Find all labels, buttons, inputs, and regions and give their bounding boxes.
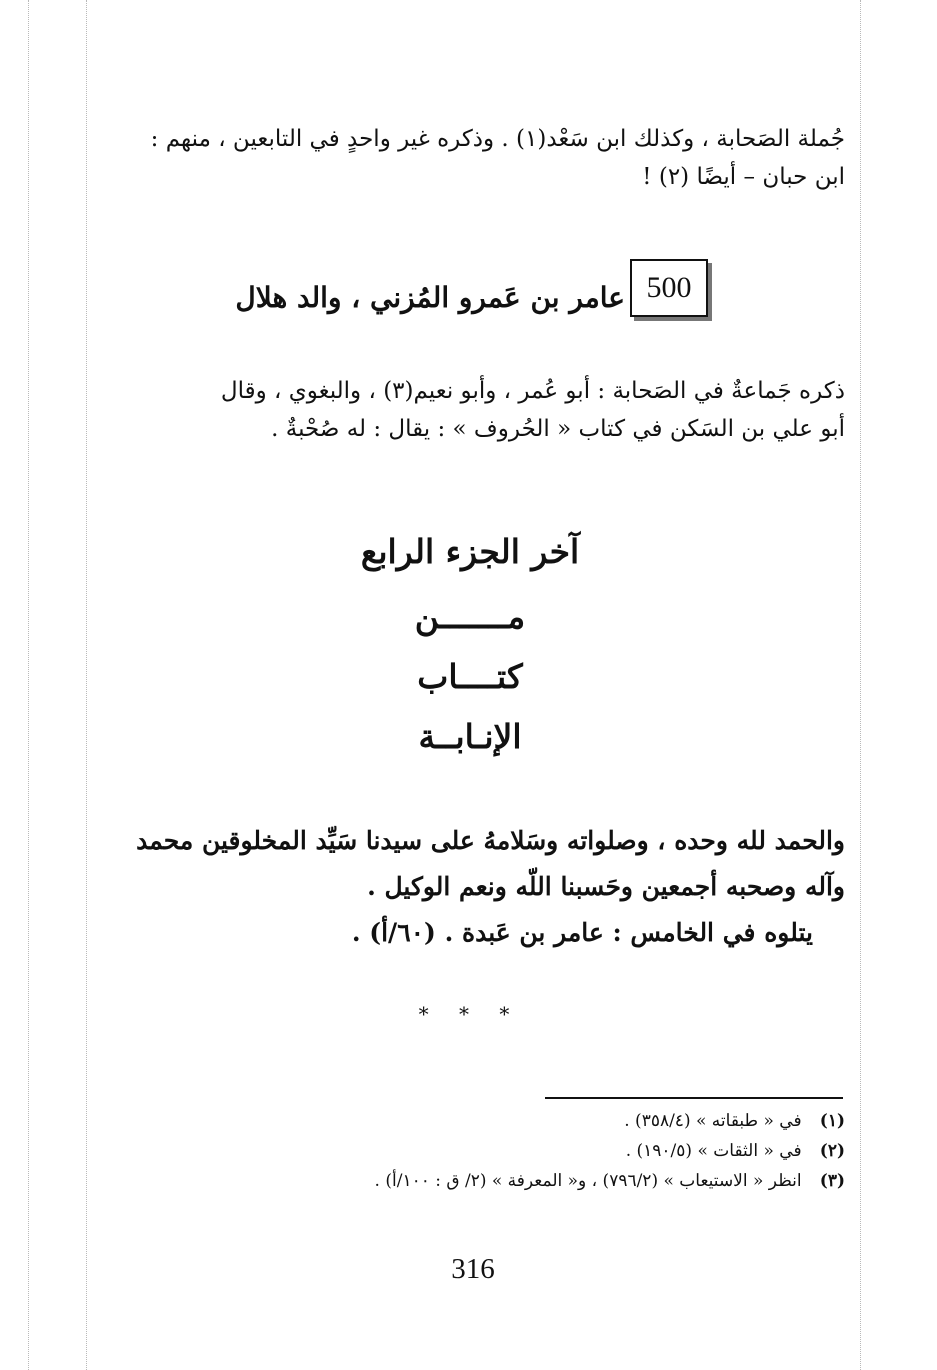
- footnote-text: في « طبقاته » (٣٥٨/٤) .: [624, 1111, 802, 1131]
- colophon-line: كتــــاب: [417, 657, 523, 696]
- closing-line: والحمد لله وحده ، وصلواته وسَلامهُ على سيدنا سَيِّد المخلوقين محمد: [136, 826, 845, 855]
- scan-guide-line: [86, 0, 87, 1370]
- colophon-line: آخر الجزء الرابع: [360, 532, 580, 571]
- footnote-text: انظر « الاستيعاب » (٧٩٦/٢) ، و« المعرفة » (٢/ ق : ١٠٠/أ) .: [374, 1171, 802, 1191]
- footnote-item: [225, 1136, 845, 1166]
- entry-heading: [230, 252, 730, 328]
- page-number: 316: [451, 1253, 495, 1285]
- closing-line: وآله وصحبه أجمعين وحَسبنا اللّه ونعم الوكيل .: [367, 872, 845, 901]
- footnote-item: [225, 1166, 845, 1196]
- footnotes: [225, 1106, 845, 1196]
- intro-line: ابن حبان – أيضًا (٢) !: [642, 164, 845, 190]
- scan-guide-line: [28, 0, 29, 1370]
- entry-line: ذكره جَماعةٌ في الصَحابة : أبو عُمر ، وأبو نعيم(٣) ، والبغوي ، وقال: [220, 378, 845, 404]
- entry-paragraph: [85, 372, 845, 448]
- footnote-item: [225, 1106, 845, 1136]
- colophon-line: الإنـابــة: [418, 717, 522, 756]
- intro-line: جُملة الصَحابة ، وكذلك ابن سَعْد(١) . وذكره غير واحدٍ في التابعين ، منهم :: [150, 126, 845, 152]
- scan-guide-line: [860, 0, 861, 1370]
- intro-paragraph: [85, 120, 845, 196]
- footnote-number: (٣): [819, 1171, 845, 1191]
- footnote-number: (١): [819, 1111, 845, 1131]
- entry-line: أبو علي بن السَكن في كتاب « الحُروف » : يقال : له صُحْبةٌ .: [271, 416, 845, 442]
- colophon-line: مـــــــن: [414, 597, 526, 636]
- section-separator: * * *: [418, 1002, 522, 1026]
- closing-line: يتلوه في الخامس : عامر بن عَبدة . (٦٠/أ) .: [351, 918, 813, 947]
- closing-paragraph: [85, 818, 845, 956]
- footnote-number: (٢): [819, 1141, 845, 1161]
- entry-title: عامر بن عَمرو المُزني ، والد هلال: [235, 281, 625, 314]
- footnote-text: في « الثقات » (١٩٠/٥) .: [625, 1141, 802, 1161]
- entry-number-badge: 500: [630, 259, 708, 317]
- footnote-rule: [545, 1097, 843, 1099]
